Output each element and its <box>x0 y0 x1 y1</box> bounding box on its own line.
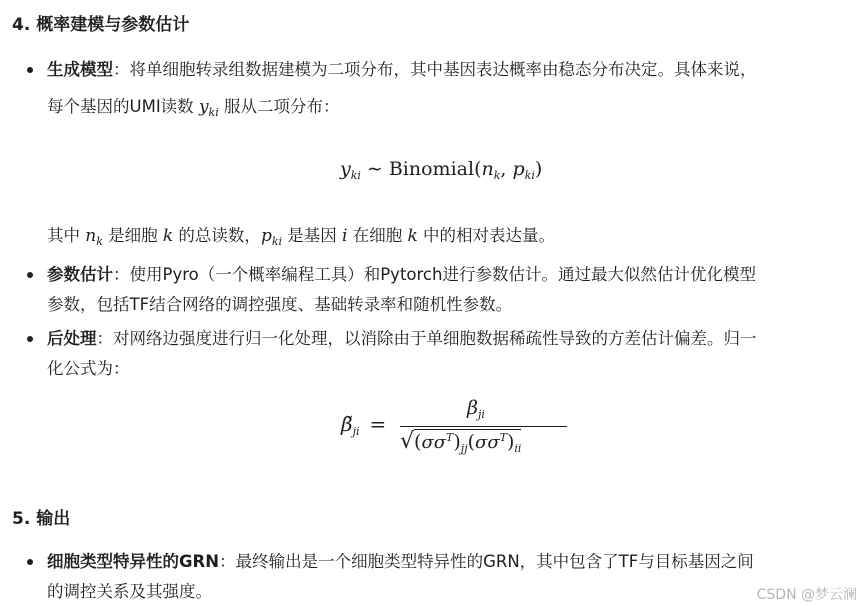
fraction-numerator: $\beta_{ji}$ <box>467 397 485 421</box>
bullet-dot <box>27 336 33 342</box>
output-label: 细胞类型特异性的GRN <box>47 552 220 571</box>
math-n-k: $n_k$ <box>85 226 103 248</box>
fraction-bar <box>400 426 567 427</box>
watermark: CSDN @梦云澜 <box>756 587 857 603</box>
section-4-title: 4. 概率建模与参数估计 <box>12 15 190 35</box>
post-processing-label: 后处理 <box>47 329 97 348</box>
param-estimation-line1 <box>47 263 756 287</box>
where-mid3: 是基因 <box>282 226 343 245</box>
generative-model-where <box>47 224 555 254</box>
post-processing-line1 <box>47 327 757 351</box>
post-processing-text1: ：对网络边强度进行归一化处理，以消除由于单细胞数据稀疏性导致的方差估计偏差。归一 <box>96 329 757 348</box>
where-mid4: 在细胞 <box>347 226 408 245</box>
output-line2: 的调控关系及其强度。 <box>47 582 212 601</box>
param-estimation-label: 参数估计 <box>47 265 113 284</box>
math-i: i <box>342 226 348 246</box>
math-k-2: k <box>407 226 418 246</box>
generative-model-line2 <box>47 95 339 125</box>
where-pre: 其中 <box>47 226 86 245</box>
normalized-beta-lhs: $\betã_{ji}$ = <box>341 412 387 438</box>
binomial-formula: $y_{ki}$ ∼ $Binomial(n_k$, $p_{ki}$) <box>340 158 543 182</box>
output-text1: ：最终输出是一个细胞类型特异性的GRN，其中包含了TF与目标基因之间 <box>219 552 754 571</box>
fraction-denominator: $√(\sigma\sigma^T)_{jj}(\sigma\sigma^T)_{ii}$ <box>400 429 522 455</box>
post-processing-line2: 化公式为： <box>47 359 130 378</box>
param-estimation-line2: 参数，包括TF结合网络的调控强度、基础转录率和随机性参数。 <box>47 295 513 314</box>
generative-model-text1: ：将单细胞转录组数据建模为二项分布，其中基因表达概率由稳态分布决定。具体来说， <box>113 60 757 79</box>
bullet-dot <box>27 559 33 565</box>
bullet-dot <box>27 272 33 278</box>
where-mid2: 的总读数， <box>173 226 261 245</box>
where-post: 中的相对表达量。 <box>417 226 556 245</box>
section-5-title: 5. 输出 <box>12 509 71 529</box>
math-p-ki: $p_{ki}$ <box>260 226 283 248</box>
generative-model-text2-pre: 每个基因的UMI读数 <box>47 97 199 116</box>
generative-model-line1 <box>47 58 757 82</box>
where-mid1: 是细胞 <box>102 226 163 245</box>
generative-model-label: 生成模型 <box>47 60 113 79</box>
output-line1 <box>47 550 754 574</box>
math-k: k <box>162 226 174 246</box>
math-y-ki: $y_{ki}$ <box>198 97 219 119</box>
bullet-dot <box>27 67 33 73</box>
formula-dist-name: Binomial <box>388 158 475 180</box>
generative-model-text2-post: 服从二项分布： <box>218 97 340 116</box>
param-estimation-text1: ：使用Pyro（一个概率编程工具）和Pytorch进行参数估计。通过最大似然估计优化模型 <box>113 265 756 284</box>
